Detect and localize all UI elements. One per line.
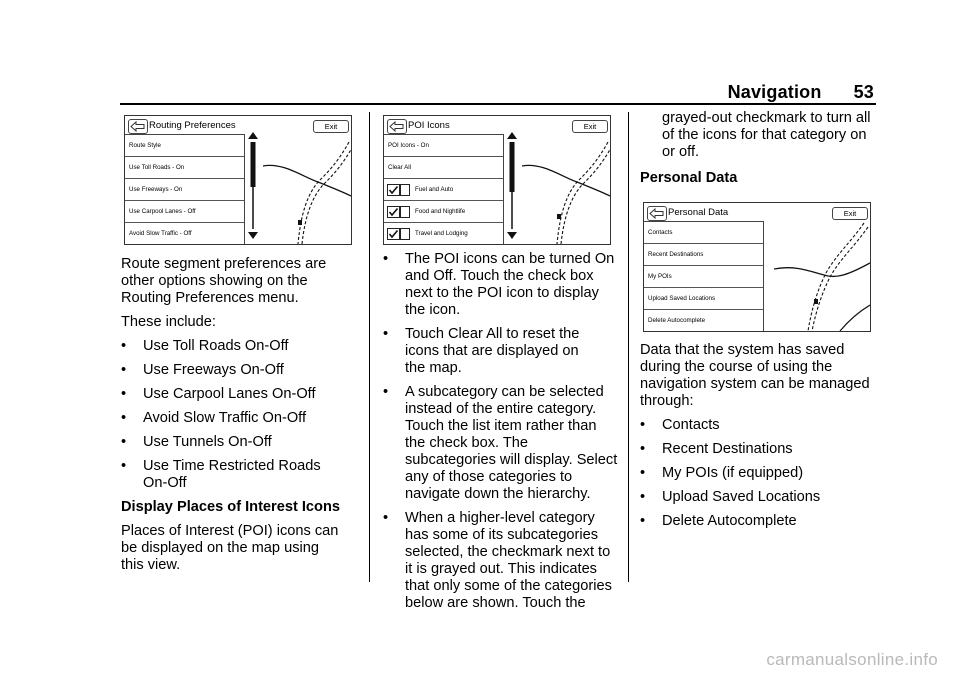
checkbox-checked-icon — [387, 184, 400, 196]
back-arrow-icon — [128, 119, 148, 134]
bullet-icon: • — [383, 510, 389, 526]
text-line: through: — [640, 393, 694, 409]
menu-list — [644, 221, 764, 332]
bullet-item — [121, 386, 366, 403]
section-heading: Display Places of Interest Icons — [121, 499, 340, 515]
bullet-icon: • — [383, 326, 389, 342]
text-line: during the course of using the — [640, 359, 833, 375]
bullet-text: The POI icons can be turned On — [405, 251, 615, 267]
bullet-item — [640, 441, 880, 458]
map-icon — [774, 219, 870, 331]
bullet-text: that only some of the categories — [405, 578, 612, 594]
poi-icon-box — [400, 206, 410, 218]
personal-data-figure — [643, 202, 871, 332]
bullet-text: selected, the checkmark next to — [405, 544, 611, 560]
text-line: other options showing on the — [121, 273, 308, 289]
bullet-icon: • — [121, 362, 127, 378]
checkbox-checked-icon — [387, 228, 400, 240]
menu-item: Use Toll Roads - On — [129, 164, 185, 171]
section-heading: Personal Data — [640, 170, 738, 186]
menu-item: Use Carpool Lanes - Off — [129, 208, 196, 215]
bullet-icon: • — [640, 513, 646, 529]
bullet-text: the check box. The — [405, 435, 529, 451]
section-title: Navigation — [727, 82, 822, 102]
menu-item: Food and Nightlife — [415, 208, 466, 215]
text-line: Route segment preferences are — [121, 256, 327, 272]
bullet-text: next to the POI icon to display — [405, 285, 599, 301]
menu-item: Delete Autocomplete — [648, 317, 706, 324]
bullet-item — [121, 458, 366, 492]
bullet-text: it is grayed out. This indicates — [405, 561, 597, 577]
bullet-icon: • — [640, 465, 646, 481]
bullet-text: Use Time Restricted Roads — [143, 458, 321, 474]
text-line: Places of Interest (POI) icons can — [121, 523, 339, 539]
bullet-text: Use Tunnels On-Off — [143, 434, 272, 450]
bullet-text: When a higher-level category — [405, 510, 595, 526]
map-icon — [522, 132, 610, 244]
bullet-text: instead of the entire category. — [405, 401, 597, 417]
menu-item: Travel and Lodging — [415, 230, 468, 237]
continued-bullet-text — [640, 110, 880, 161]
bullet-icon: • — [121, 434, 127, 450]
menu-item: Fuel and Auto — [415, 186, 454, 193]
bullet-text: and Off. Touch the check box — [405, 268, 594, 284]
bullet-text: On-Off — [143, 475, 187, 491]
bullet-text: Avoid Slow Traffic On-Off — [143, 410, 307, 426]
bullet-icon: • — [121, 338, 127, 354]
page-header — [728, 82, 874, 103]
bullet-item — [383, 251, 623, 319]
menu-item: Recent Destinations — [648, 251, 704, 258]
menu-list — [125, 134, 245, 245]
bullet-item — [121, 362, 366, 379]
text-line: of the icons for that category on — [662, 127, 867, 143]
scrollbar-icon — [247, 132, 259, 242]
bullet-icon: • — [121, 458, 127, 474]
menu-list — [384, 134, 504, 245]
text-line: be displayed on the map using — [121, 540, 319, 556]
poi-icon-box — [400, 184, 410, 196]
bullet-item — [640, 465, 880, 482]
exit-button: Exit — [832, 207, 868, 220]
menu-item: Avoid Slow Traffic - Off — [129, 230, 192, 237]
menu-item: Route Style — [129, 142, 161, 149]
bullet-text: Use Toll Roads On-Off — [143, 338, 289, 354]
header-rule — [120, 103, 876, 105]
screen-title: POI Icons — [408, 120, 450, 131]
screen-title: Personal Data — [668, 207, 729, 218]
text-line: grayed-out checkmark to turn all — [662, 110, 871, 126]
bullet-icon: • — [640, 417, 646, 433]
checkbox-checked-icon — [387, 206, 400, 218]
bullet-item — [121, 410, 366, 427]
bullet-item — [640, 417, 880, 434]
lead-in-text: These include: — [121, 314, 216, 330]
bullet-text: the icon. — [405, 302, 461, 318]
text-line: navigation system can be managed — [640, 376, 870, 392]
screen-title: Routing Preferences — [149, 120, 236, 131]
scrollbar-icon — [506, 132, 518, 242]
bullet-text: A subcategory can be selected — [405, 384, 604, 400]
text-line: Routing Preferences menu. — [121, 290, 299, 306]
text-line: Data that the system has saved — [640, 342, 845, 358]
body-paragraph — [121, 523, 366, 574]
bullet-text: Recent Destinations — [662, 441, 793, 457]
routing-preferences-figure — [124, 115, 352, 245]
bullet-text: Use Carpool Lanes On-Off — [143, 386, 316, 402]
bullet-text: navigate down the hierarchy. — [405, 486, 591, 502]
exit-button: Exit — [572, 120, 608, 133]
bullet-icon: • — [383, 251, 389, 267]
bullet-item — [121, 434, 366, 451]
menu-item: Use Freeways - On — [129, 186, 183, 193]
bullet-text: below are shown. Touch the — [405, 595, 586, 611]
page-number: 53 — [853, 82, 874, 102]
bullet-item — [383, 510, 623, 612]
bullet-text: Upload Saved Locations — [662, 489, 821, 505]
watermark: carmanualsonline.info — [766, 650, 938, 669]
exit-button: Exit — [313, 120, 349, 133]
bullet-text: the map. — [405, 360, 462, 376]
map-icon — [263, 132, 351, 244]
bullet-text: has some of its subcategories — [405, 527, 599, 543]
bullet-text: Contacts — [662, 417, 720, 433]
column-3-top — [640, 110, 880, 194]
intro-paragraph — [121, 256, 366, 307]
bullet-text: Touch Clear All to reset the — [405, 326, 580, 342]
bullet-text: icons that are displayed on — [405, 343, 579, 359]
bullet-icon: • — [640, 489, 646, 505]
column-1 — [121, 256, 366, 581]
bullet-text: My POIs (if equipped) — [662, 465, 804, 481]
menu-item: Contacts — [648, 229, 673, 236]
bullet-icon: • — [121, 410, 127, 426]
poi-icon-box — [400, 228, 410, 240]
column-3-bottom — [640, 342, 880, 537]
body-paragraph — [640, 342, 880, 410]
menu-item: My POIs — [648, 273, 672, 280]
bullet-icon: • — [640, 441, 646, 457]
bullet-text: any of those categories to — [405, 469, 573, 485]
bullet-item — [383, 384, 623, 503]
text-line: or off. — [662, 144, 700, 160]
bullet-text: Use Freeways On-Off — [143, 362, 284, 378]
column-divider-1 — [369, 112, 370, 582]
bullet-item — [121, 338, 366, 355]
bullet-text: Delete Autocomplete — [662, 513, 797, 529]
poi-icons-figure — [383, 115, 611, 245]
column-2 — [383, 251, 623, 619]
bullet-item — [640, 513, 880, 530]
bullet-icon: • — [121, 386, 127, 402]
bullet-item — [640, 489, 880, 506]
column-divider-2 — [628, 112, 629, 582]
bullet-text: Touch the list item rather than — [405, 418, 597, 434]
back-arrow-icon — [387, 119, 407, 134]
menu-item: Upload Saved Locations — [648, 295, 716, 302]
bullet-icon: • — [383, 384, 389, 400]
menu-item: POI Icons - On — [388, 142, 429, 149]
bullet-text: subcategories will display. Select — [405, 452, 618, 468]
menu-item: Clear All — [388, 164, 412, 171]
text-line: this view. — [121, 557, 181, 573]
back-arrow-icon — [647, 206, 667, 221]
bullet-item — [383, 326, 623, 377]
